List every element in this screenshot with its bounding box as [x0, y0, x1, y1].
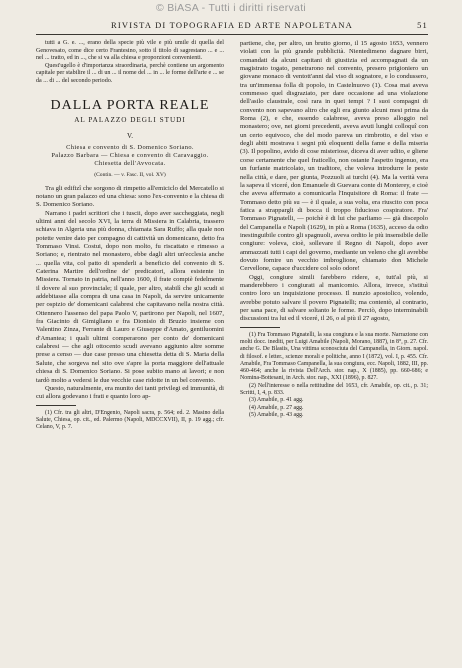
body-paragraph: Tra gli edifizî che sorgono di rimpetto all'emiciclo del Mercatello si notano un gran palazzo ed una chiesa: sono l'ex-convento e la chiesa di S. Domenico Soriano. [36, 184, 224, 209]
continuation-text-2: Quest'ugello è d'importanza straordinaria, perchè contiene un argomento capitale per stabilire il ... di un ... il nome del ... in ... le forme dell'arte e ... se da ... di ... del secondo periodo. [36, 62, 224, 84]
continuation-text: tutti a G. e. ..., erano della specie più vile e più umile di quella del Genovesato, come dice certo Frantesino, sotto il titolo di sagrestano ... e ... nel ... tratto, ed in ..., che si va alla chiesa e proporzioni convenienti. [36, 40, 224, 62]
section-number: V. [127, 131, 133, 140]
article-subtitle: AL PALAZZO DEGLI STUDI [74, 115, 186, 124]
copyright-watermark: © BiASA - Tutti i diritti riservati [155, 2, 307, 14]
footnote: (2) Nell'interesse o nella rettitudine del 1653, cfr. Amabile, op. cit., p. 31; Scritti, I, 4, p. 833. [240, 382, 428, 397]
body-paragraph: Questo, naturalmente, era munito dei tanti privilegi ed immunità, di cui allora godevano i frati e quanto loro ap- [36, 384, 224, 401]
left-column [36, 40, 224, 431]
body-paragraph: partiene, che, per altro, un brutto giorno, il 15 agosto 1653, vennero violati con la più grande pubblicità. Nientedimeno dagnare birri, comandati da alcuni capitani di giustizia ed accompagnati da un magistrato togato, penetrarono nel convento, presero prigioniero un giovane monaco di ventott'anni dal viso di sognatore, e lo condussero, tra un'immensa folla di popolo, in Castelnuovo (1). Cosa mai aveva commesso quel disgraziato, per dare occasione ad una violazione dell'asilo claustrale, così rara in quei tempi ? I suoi compagni di convento non sapevano altro che egli era giunto alcuni mesi prima da Roma (2), e che, essendo calabrese, aveva preso alloggio nel monastero; ove, nei giorni precedenti, aveva avuti lunghi colloquî con un certo equivoco, che del modo pareva un rimbrotto, e del viso e degli abiti mostrava i segni più eloquenti della fame e della miseria (3). Il popolino, avido di cose misteriose, diceva di aver udito, e gliene corse certamente che quel fraticello, non ostante l'aspetto ingenuo, era un furfante matricolato, un traditore, che voleva introdurre le peste nella città, e dare, per giunta, Pozzuoli ai turchi (4). Ma la verità vera la sapeva il viceré, don Emanuele di Guevara conte di Monterey, e cioè che aveva affermato a comunicarla l'Inquisitore di Roma: il frate — Tommaso detto più su — è il quale, a sua volta, era riuscito con poca fatica a strappargli di bocca il troppo fiducioso cospiratore. Fra' Tommaso Pignatelli, — poichè è di lui che parliamo — già discepolo del Campanella e Napoli (1629), in più a Roma (1635), acceso da odio inestinguibile contro gli spagnuoli, aveva ordito le più insensibile delle congiure: voleva, cioè, sollevare il Regno di Napoli, dopo aver ammazzati tutti i capi del governo, mediante un veleno che gli avrebbe dovuto fornire un vecchio imbroglione, chiamato don Michele Cervellone, capace d'uccidere col solo odore! [240, 40, 428, 273]
section-caption-1: Chiesa e convento di S. Domenico Soriano. [66, 144, 194, 152]
right-column [240, 40, 428, 419]
journal-title: RIVISTA DI TOPOGRAFIA ED ARTE NAPOLETANA [110, 20, 354, 30]
body-paragraph: Oggi, congiure simili farebbero ridere, e, tutt'al più, si manderebbero i congiurati al manicomio. Allora, invece, s'istituì contro loro un inquisizione processo. Il nunzio apostolico, volendo, avrebbe potuto salvare il povero Pignatelli; ma contentò, al contrario, per sana pace, di salvare soltanto le forme. Perciò, dopo interminabili discussioni tra lui ed il viceré, il 26, o al più il 27 agosto, [240, 273, 428, 323]
header-rule [36, 34, 428, 35]
section-caption-3: Chiesetta dell'Avvocata. [94, 160, 166, 168]
footnote: (5) Amabile, p. 43 agg. [249, 411, 304, 418]
footnote: (1) Cfr. tra gli altri, D'Engenio, Napoli sacra, p. 564; ed. 2. Masino della Salute, Chiesa, op. cit., ed. Palermo (Napoli, MDCCXVII), II, p. 19 agg.; cfr. Celano, V, p. 7. [36, 409, 224, 431]
footnote-rule [36, 405, 76, 406]
footnote: (1) Fra Tommaso Pignatelli, la sua congiura e la sua morte. Narrazione con molti docc. inediti, per Luigi Amabile (Napoli, Morano, 1887), in 8°, p. 27. Cfr. anche G. De Blasiis, Una vittima sconosciuta del Campanella, in Giorn. napol. di filosof. e letter., scienze morali e politiche, anno I (1872), vol. I, p. 455. Cfr. Amabile, Fra Tommaso Campanella, la sua congiura, ecc. Napoli, 1882, III, pp. 460-464; anche la rivista Dell'Arch. stor. nap., X (1885), pp. 660-686; e Nomina-Bottesani, in Arch. stor. nap., XXI (1896), p. 827. [240, 331, 428, 382]
section-caption-2: Palazzo Barbara — Chiesa e convento di Caravaggio. [51, 152, 209, 160]
footnote: (4) Amabile, p. 27 agg. [249, 404, 304, 411]
article-title: DALLA PORTA REALE [50, 97, 210, 113]
page-number: 51 [417, 20, 428, 30]
body-paragraph: Narrano i padri scrittori che i tuscii, dopo aver saccheggiata, negli ultimi anni del secolo XVI, la terra di Missiera in Calabria, trassero schiava in Algeria una più donna, chiamata Sara Ruffo; alla quale non potette venire dato per compagno di cattività un domenicano, detto fra Tommaso Vinsi. Costui, dopo non molto, fu riscattato e rimesso a Soriano; e, rientrato nel monastero, ebbe dagli altri un'ecclesia anche ... quella vita, col patto di spenderli a beneficio del convento di S. Caterina Martire dell'ordine de' predicatori, allora esistente in Missiera. Tornato in patria, nell'anno 1600, il frate compiè fedelmente il dovere al suo provinciale; il quale, per altro, stabilì che gli scudi si addebitasse alla compra di una casa in Napoli, da servire unicamente per ospizio de' domenicani calabresi che capitavano nella nostra città. Ottennero l'assenso del papa Paolo V, partirono per Napoli, nel 1607, fra Giacinto di Gimigliano e fra Dionisio di Bruzio insieme con Valentino Zinza, Ferrante di Lauro e Giuseppe d'Amato, gentiluomini d'Amantea; i quali ultimi comperarono per conto de' domenicani calabresi — che agli ottocento scudi avevano aggiunto altre somme prese a censo — due case presso una chiesetta detta di S. Maria della Salute, che sorgeva nel sito ove s'apre la porta maggiore dell'attuale chiesa di S. Domenico Soriano. Si pose subito mano ai lavori; e non tardò molto a vedersi le due vecchie case ridotte in un bel convento. [36, 209, 224, 384]
footnote: (3) Amabile, p. 41 agg. [249, 397, 304, 404]
continuation-reference: (Contin. — v. Fasc. II, vol. XV) [94, 172, 166, 179]
footnote-rule [240, 327, 280, 328]
running-header [36, 20, 428, 32]
